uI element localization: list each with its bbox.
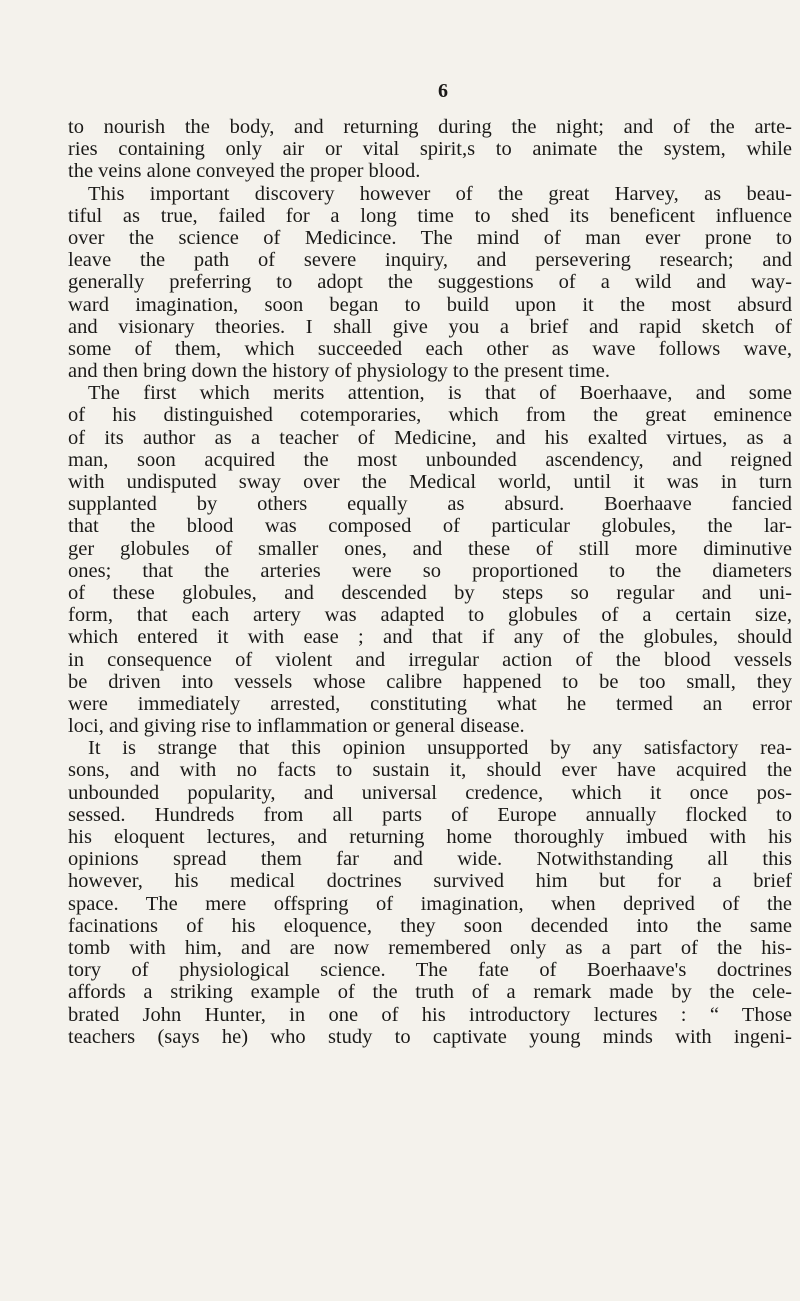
text-line: were immediately arrested, constituting what he termed an error bbox=[68, 692, 792, 715]
page-number: 6 bbox=[438, 80, 448, 102]
text-line: affords a striking example of the truth of a remark made by the cele- bbox=[68, 981, 792, 1004]
text-line: leave the path of severe inquiry, and persevering research; and bbox=[68, 249, 792, 272]
text-line: sons, and with no facts to sustain it, should ever have acquired the bbox=[68, 759, 792, 782]
text-line: his eloquent lectures, and returning home thoroughly imbued with his bbox=[68, 826, 792, 848]
text-line: and visionary theories. I shall give you a brief and rapid sketch of bbox=[68, 315, 792, 338]
text-line: with undisputed sway over the Medical world, until it was in turn bbox=[68, 471, 792, 493]
text-line: over the science of Medicince. The mind of man ever prone to bbox=[68, 226, 792, 249]
text-line: ger globules of smaller ones, and these of still more diminutive bbox=[68, 537, 792, 560]
body-text bbox=[68, 116, 792, 1048]
text-line: which entered it with ease ; and that if any of the globules, should bbox=[68, 626, 792, 649]
text-line: The first which merits attention, is that of Boerhaave, and some bbox=[88, 382, 792, 405]
text-line: in consequence of violent and irregular action of the blood vessels bbox=[68, 648, 792, 671]
text-line: supplanted by others equally as absurd. Boerhaave fancied bbox=[68, 493, 792, 516]
text-line: of his distinguished cotemporaries, which from the great eminence bbox=[68, 404, 792, 427]
text-line: ries containing only air or vital spirit,s to animate the system, while bbox=[68, 138, 792, 161]
text-line: that the blood was composed of particular globules, the lar- bbox=[68, 515, 792, 538]
text-line: of its author as a teacher of Medicine, and his exalted virtues, as a bbox=[68, 426, 792, 449]
text-line: unbounded popularity, and universal credence, which it once pos- bbox=[68, 781, 792, 804]
text-line: This important discovery however of the great Harvey, as beau- bbox=[88, 182, 792, 205]
text-line: to nourish the body, and returning during the night; and of the arte- bbox=[68, 116, 792, 138]
text-line: ward imagination, soon began to build upon it the most absurd bbox=[68, 293, 792, 316]
text-line: ones; that the arteries were so proportioned to the diameters bbox=[68, 559, 792, 582]
text-line: form, that each artery was adapted to globules of a certain size, bbox=[68, 604, 792, 627]
text-line: man, soon acquired the most unbounded ascendency, and reigned bbox=[68, 448, 792, 471]
text-line: tory of physiological science. The fate of Boerhaave's doctrines bbox=[68, 959, 792, 982]
text-line: however, his medical doctrines survived him but for a brief bbox=[68, 870, 792, 893]
text-line: the veins alone conveyed the proper blood. bbox=[68, 160, 421, 183]
text-line: some of them, which succeeded each other as wave follows wave, bbox=[68, 337, 792, 360]
text-line: sessed. Hundreds from all parts of Europe annually flocked to bbox=[68, 803, 792, 826]
text-line: opinions spread them far and wide. Notwithstanding all this bbox=[68, 848, 792, 871]
text-line: facinations of his eloquence, they soon decended into the same bbox=[68, 914, 792, 937]
text-line: of these globules, and descended by steps so regular and uni- bbox=[68, 581, 792, 604]
text-line: It is strange that this opinion unsupported by any satisfactory rea- bbox=[88, 737, 792, 760]
text-line: tiful as true, failed for a long time to shed its beneficent influence bbox=[68, 204, 792, 227]
text-line: space. The mere offspring of imagination, when deprived of the bbox=[68, 892, 792, 915]
text-line: loci, and giving rise to inflammation or general disease. bbox=[68, 715, 525, 738]
text-line: brated John Hunter, in one of his introductory lectures : “ Those bbox=[68, 1003, 792, 1026]
text-line: be driven into vessels whose calibre happened to be too small, they bbox=[68, 670, 792, 693]
text-line: tomb with him, and are now remembered only as a part of the his- bbox=[68, 936, 792, 959]
text-line: and then bring down the history of physiology to the present time. bbox=[68, 360, 611, 383]
text-line: teachers (says he) who study to captivate young minds with ingeni- bbox=[68, 1025, 792, 1048]
text-line: generally preferring to adopt the suggestions of a wild and way- bbox=[68, 271, 792, 294]
